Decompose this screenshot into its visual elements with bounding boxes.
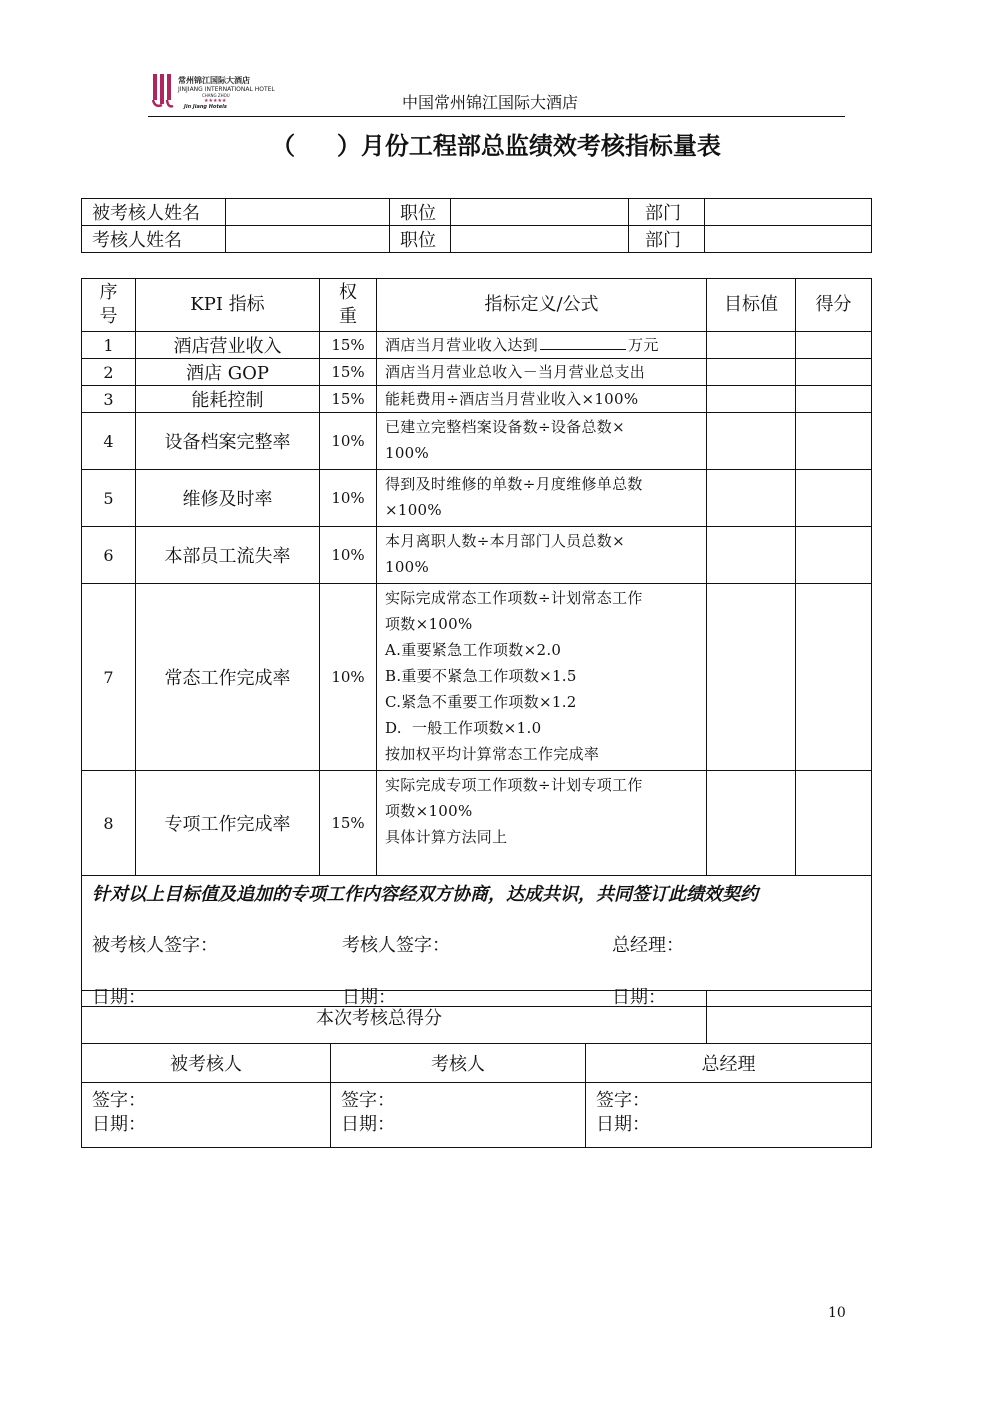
row-weight: 15% (320, 332, 377, 359)
table-row (82, 470, 872, 527)
row-seq: 6 (82, 527, 136, 584)
table-row (82, 413, 872, 470)
gm-header: 总经理 (586, 1044, 872, 1083)
row-seq: 3 (82, 386, 136, 413)
row-target-field[interactable] (707, 527, 796, 584)
row-weight: 15% (320, 359, 377, 386)
appraiser-name-label: 考核人姓名 (82, 226, 226, 253)
agreement-section (82, 876, 872, 1007)
row-score-field[interactable] (796, 386, 872, 413)
table-row (82, 771, 872, 876)
row-definition: 得到及时维修的单数÷月度维修单总数 ×100% (377, 470, 707, 527)
row-definition: 能耗费用÷酒店当月营业收入×100% (377, 386, 707, 413)
row-target-field[interactable] (707, 413, 796, 470)
row-definition: 酒店当月营业总收入－当月营业总支出 (377, 359, 707, 386)
appraiser-dept-field[interactable] (705, 226, 872, 253)
row-target-field[interactable] (707, 332, 796, 359)
gm-date-label: 日期： (612, 987, 666, 1008)
appraisee-sign-label: 被考核人签字： (92, 935, 218, 956)
row-kpi-name: 酒店营业收入 (136, 332, 320, 359)
total-score-field[interactable] (707, 991, 872, 1044)
row-score-field[interactable] (796, 470, 872, 527)
row-target-field[interactable] (707, 386, 796, 413)
row-score-field[interactable] (796, 771, 872, 876)
row-kpi-name: 本部员工流失率 (136, 527, 320, 584)
row-kpi-name: 常态工作完成率 (136, 584, 320, 771)
gm-signature-cell[interactable]: 签字： 日期： (586, 1083, 872, 1148)
row-kpi-name: 专项工作完成率 (136, 771, 320, 876)
appraisee-name-label: 被考核人姓名 (82, 199, 226, 226)
row-score-field[interactable] (796, 584, 872, 771)
kpi-table (81, 278, 872, 1007)
appraiser-sign-label: 考核人签字： (342, 935, 450, 956)
row-score-field[interactable] (796, 332, 872, 359)
table-row (82, 359, 872, 386)
row-definition: 本月离职人数÷本月部门人员总数× 100% (377, 527, 707, 584)
agreement-row (82, 876, 872, 1007)
position-label: 职位 (390, 199, 451, 226)
row-kpi-name: 设备档案完整率 (136, 413, 320, 470)
row-weight: 10% (320, 413, 377, 470)
score-header: 得分 (796, 279, 872, 332)
seq-header: 序 号 (82, 279, 136, 332)
row-seq: 5 (82, 470, 136, 527)
appraiser-position-field[interactable] (451, 226, 629, 253)
appraisee-header: 被考核人 (82, 1044, 331, 1083)
row-score-field[interactable] (796, 527, 872, 584)
agreement-text: 针对以上目标值及追加的专项工作内容经双方协商，达成共识，共同签订此绩效契约 (92, 884, 758, 905)
row-seq: 7 (82, 584, 136, 771)
row-seq: 8 (82, 771, 136, 876)
row-seq: 1 (82, 332, 136, 359)
position-label: 职位 (390, 226, 451, 253)
document-title: （ ）月份工程部总监绩效考核指标量表 (271, 131, 721, 160)
jj-logo-icon (152, 72, 174, 110)
row-target-field[interactable] (707, 584, 796, 771)
row-definition: 酒店当月营业收入达到 万元 (377, 332, 707, 359)
appraiser-name-field[interactable] (226, 226, 390, 253)
row-weight: 10% (320, 527, 377, 584)
dept-label: 部门 (629, 199, 705, 226)
logo-sub-text: Jin Jiang Hotels (184, 104, 227, 110)
page-number: 10 (828, 1305, 846, 1321)
kpi-header: KPI 指标 (136, 279, 320, 332)
header-divider (148, 116, 845, 117)
row-score-field[interactable] (796, 413, 872, 470)
total-score-label: 本次考核总得分 (82, 991, 707, 1044)
row-definition: 已建立完整档案设备数÷设备总数× 100% (377, 413, 707, 470)
appraiser-signature-cell[interactable]: 签字： 日期： (331, 1083, 586, 1148)
appraiser-row (82, 226, 872, 253)
appraiser-header: 考核人 (331, 1044, 586, 1083)
row-weight: 15% (320, 771, 377, 876)
row-kpi-name: 酒店 GOP (136, 359, 320, 386)
table-row (82, 386, 872, 413)
row-target-field[interactable] (707, 359, 796, 386)
personnel-info-table (81, 198, 872, 253)
appraisee-name-field[interactable] (226, 199, 390, 226)
row-weight: 15% (320, 386, 377, 413)
definition-header: 指标定义/公式 (377, 279, 707, 332)
table-row (82, 527, 872, 584)
appraisee-row (82, 199, 872, 226)
total-score-row (82, 991, 872, 1044)
target-header: 目标值 (707, 279, 796, 332)
weight-header: 权 重 (320, 279, 377, 332)
table-row (82, 584, 872, 771)
row-seq: 4 (82, 413, 136, 470)
row-definition: 实际完成常态工作项数÷计划常态工作 项数×100% A.重要紧急工作项数×2.0 B.重要不紧急工作项数×1.5 C.紧急不重要工作项数×1.2 D. 一般工作项数×1.0 按加权平均计算常态工作完成率 (377, 584, 707, 771)
gm-sign-label: 总经理： (612, 935, 684, 956)
row-weight: 10% (320, 470, 377, 527)
dept-label: 部门 (629, 226, 705, 253)
row-score-field[interactable] (796, 359, 872, 386)
appraisee-signature-cell[interactable]: 签字： 日期： (82, 1083, 331, 1148)
signature-table (81, 1043, 872, 1148)
appraisee-date-label: 日期： (92, 987, 146, 1008)
table-row (82, 332, 872, 359)
appraisee-dept-field[interactable] (705, 199, 872, 226)
total-score-table (81, 990, 872, 1044)
kpi-header-row (82, 279, 872, 332)
logo-city-text: CHANG ZHOU (202, 93, 230, 98)
hotel-logo (152, 72, 275, 116)
hotel-name: 中国常州锦江国际大酒店 (402, 93, 579, 112)
star-rating-icon: ★★★★★ (204, 98, 227, 104)
row-kpi-name: 能耗控制 (136, 386, 320, 413)
revenue-blank-field[interactable] (540, 335, 626, 350)
row-definition: 实际完成专项工作项数÷计划专项工作 项数×100% 具体计算方法同上 (377, 771, 707, 876)
logo-cn-text: 常州锦江国际大酒店 (178, 76, 250, 85)
signature-row (82, 1083, 872, 1148)
appraisee-position-field[interactable] (451, 199, 629, 226)
appraiser-date-label: 日期： (342, 987, 396, 1008)
row-kpi-name: 维修及时率 (136, 470, 320, 527)
row-weight: 10% (320, 584, 377, 771)
row-target-field[interactable] (707, 771, 796, 876)
row-target-field[interactable] (707, 470, 796, 527)
row-seq: 2 (82, 359, 136, 386)
signature-header-row (82, 1044, 872, 1083)
logo-en-text: JINJIANG INTERNATIONAL HOTEL (178, 86, 275, 93)
